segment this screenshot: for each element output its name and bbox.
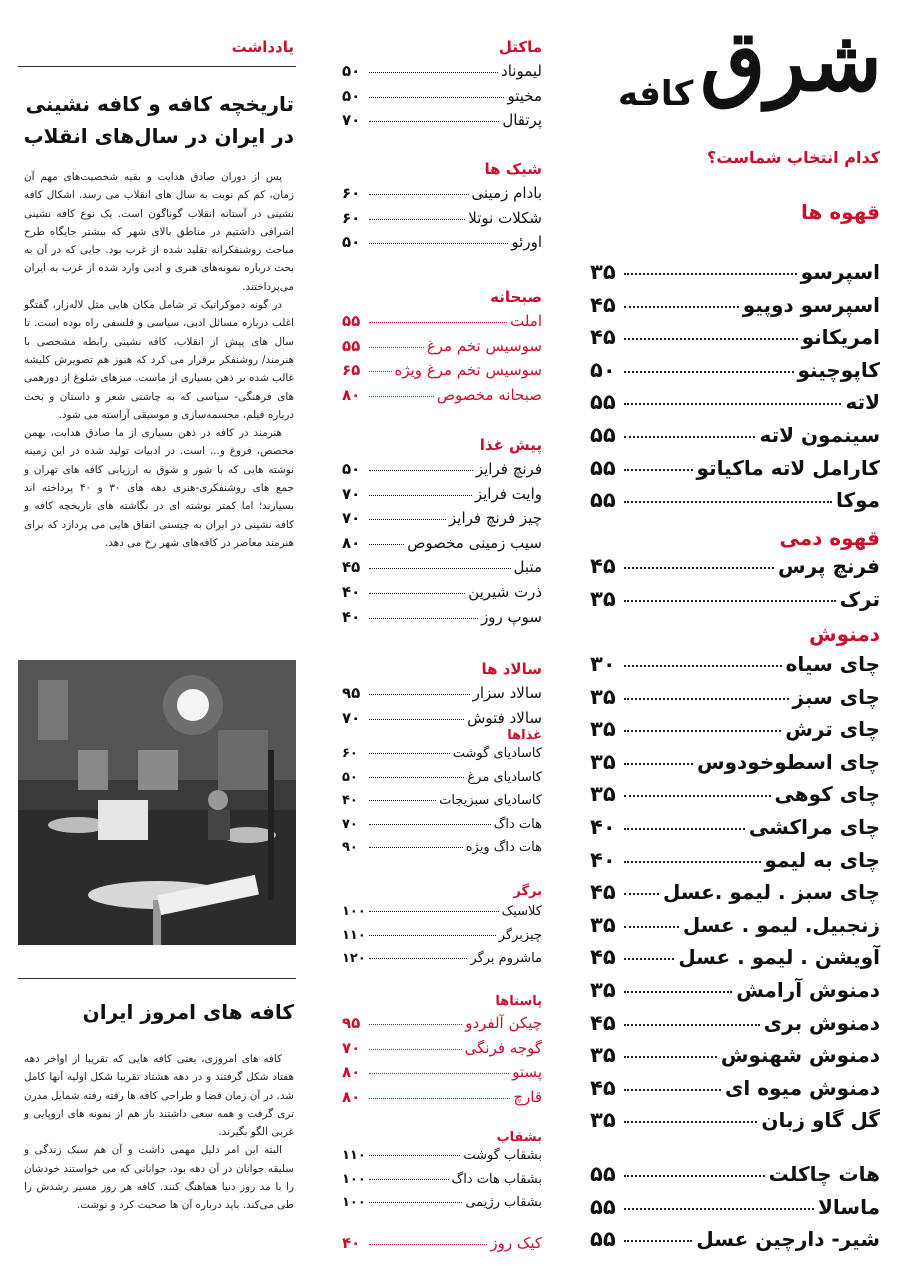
dot-leader [624,371,794,373]
menu-item-price: ۳۵ [590,260,616,284]
pastas-list [342,1014,542,1112]
menu-item [342,209,542,234]
dot-leader [369,618,478,619]
menu-item [590,358,880,391]
menu-item-price: ۵۵ [590,1227,616,1252]
dot-leader [624,698,789,700]
dot-leader [624,403,841,405]
foods-list [342,746,542,864]
section-title-pastas: پاستاها [495,994,542,1009]
menu-item-price: ۶۰ [342,746,358,761]
middle-divider [18,978,296,979]
menu-item [590,913,880,946]
menu-item-name: چای اسطوخودوس [696,749,880,774]
logo-main-text: شرق [700,11,882,110]
dot-leader [624,665,782,667]
menu-item-price: ۵۵ [342,336,361,355]
menu-item [342,1039,542,1064]
dot-leader [369,1024,462,1025]
menu-item-price: ۳۵ [590,782,616,807]
menu-item-price: ۸۰ [342,533,361,552]
starters-list [342,460,542,632]
dot-leader [369,347,424,348]
menu-item [590,456,880,489]
mocktail-list [342,62,542,136]
menu-item-price: ۴۵ [590,1010,616,1035]
menu-item-price: ۵۰ [590,357,616,382]
menu-item-name: کاپوچینو [797,357,880,382]
menu-item-price: ۴۵ [590,880,616,905]
menu-item-price: ۹۰ [342,840,358,856]
dot-leader [624,306,739,308]
cafe-photo [18,660,296,945]
menu-item [342,746,542,770]
menu-item-name: کلاسیک [501,904,542,919]
menu-item [590,1227,880,1260]
menu-item [590,750,880,783]
menu-item [342,608,542,633]
menu-item [590,1076,880,1109]
menu-item-price: ۵۰ [342,233,361,252]
article-paragraph: پس از دوران صادق هدایت و بقیه شخصیت‌های مهم آن زمان، کم کم نوبت به سال های انقلاب می رسد. اشکال کافه نشینی در آستانه انقلاب گوناگون است. یک نوع کافه نشینی اشرافی داشتیم در مناطق بالای شهر که بیشتر جایگاه طرح مباحث روشنفکرانه تقلید شده از غرب بود. جایی که در آن به بحث درباره نمونه‌های هنری و ادبی وارد شده از غرب به ایران می‌پرداختند. [24,171,294,293]
burgers-list [342,904,542,975]
plates-list [342,1148,542,1219]
dot-leader [624,861,761,863]
menu-item-name: شکلات نوتلا [468,208,542,227]
menu-item-price: ۸۰ [342,1087,361,1106]
menu-item [342,485,542,510]
section-title-plates: بشقاب [496,1130,542,1145]
menu-item [342,1148,542,1172]
menu-item-price: ۳۵ [590,749,616,774]
dot-leader [369,396,434,397]
menu-item-price: ۴۵ [590,945,616,970]
menu-item-name: فرنچ فرایز [475,460,542,478]
menu-item-price: ۹۵ [342,684,361,702]
menu-item-price: ۳۵ [590,586,616,611]
menu-item-name: سوپ روز [481,607,542,626]
menu-item [342,951,542,975]
salads-list [342,684,542,733]
section-title-shakes: شیک ها [484,160,542,178]
dot-leader [624,338,798,340]
menu-item-name: بشقاب رژیمی [465,1195,542,1211]
menu-item-price: ۳۵ [590,684,616,709]
dot-leader [624,1056,717,1058]
menu-item [590,1011,880,1044]
menu-item [342,1063,542,1088]
cake-list [342,1234,542,1259]
menu-item-name: چای سبز . لیمو .عسل [662,880,880,905]
dot-leader [624,893,659,895]
dot-leader [369,194,469,195]
menu-item-name: فرنچ پرس [778,554,880,578]
menu-item-price: ۷۰ [342,509,361,528]
section-title-brewed-coffee: قهوه دمی [779,526,880,550]
menu-item [590,423,880,456]
menu-item-name: سالاد سزار [472,684,542,702]
menu-item-name: بشقاب گوشت [463,1148,542,1163]
section-title-foods: غذاها [507,728,542,743]
menu-item [342,904,542,928]
menu-item-price: ۱۰۰ [342,1195,366,1211]
menu-item-price: ۵۵ [590,455,616,480]
menu-item-price: ۵۵ [590,488,616,513]
menu-item [590,717,880,750]
left-column [18,0,298,1280]
menu-item [342,928,542,952]
section-title-starters: پیش غذا [479,436,542,454]
right-column [590,0,890,1280]
dot-leader [624,926,679,928]
menu-item-name: کاسادیای گوشت [452,746,542,761]
menu-item [590,652,880,685]
menu-item-name: سینمون لاته [759,422,880,447]
menu-item-name: لاته [845,390,880,415]
dot-leader [369,544,404,545]
menu-item [590,1043,880,1076]
menu-item-price: ۴۰ [342,607,361,626]
dot-leader [369,470,473,471]
menu-item-name: سالاد فتوش [467,708,542,727]
menu-item [590,945,880,978]
menu-item-price: ۶۰ [342,184,361,202]
menu-item-price: ۹۵ [342,1014,361,1032]
menu-item-name: چای به لیمو [764,847,880,872]
menu-item-name: پرتقال [502,111,542,130]
menu-item [342,87,542,112]
dot-leader [369,958,467,959]
menu-item [590,1162,880,1195]
middle-column [342,0,552,1280]
menu-item [342,509,542,534]
section-title-salads: سالاد ها [481,660,542,678]
menu-item-price: ۳۵ [590,977,616,1002]
menu-item-price: ۳۵ [590,1043,616,1068]
dot-leader [369,694,470,695]
dot-leader [624,273,797,275]
menu-item [590,1108,880,1141]
menu-item-name: چای مراکشی [748,814,880,839]
menu-item-price: ۴۵ [590,325,616,350]
menu-item-price: ۶۵ [342,361,361,380]
article-paragraph: کافه های امروزی، یعنی کافه هایی که تقریبا از اواخر دهه هفتاد شکل گرفتند و در دهه هشتاد تقریبا شکل اولیه آنها کامل شد. در آن زمان فضا و طراحی کافه ها رفته رفته شمایل مدرن تری گرفت و همه سعی داشتند باز هم از نمونه های اروپایی و غربی الگو بگیرند. [24,1053,294,1139]
dot-leader [369,935,496,936]
dot-leader [624,501,832,503]
menu-item-price: ۴۰ [590,847,616,872]
dot-leader [369,824,491,825]
dot-leader [369,495,472,496]
dot-leader [624,600,836,602]
menu-item-price: ۵۰ [342,62,361,80]
menu-item-price: ۵۵ [590,422,616,447]
breakfast-list [342,312,542,410]
menu-item-name: پستو [512,1063,542,1082]
menu-item-price: ۵۰ [342,769,358,785]
menu-item-name: ماشروم برگر [470,951,542,967]
dot-leader [369,719,464,720]
menu-item-name: چیزبرگر [498,927,542,943]
section-title-herbal-tea: دمنوش [809,622,880,646]
menu-item-name: چیز فرنچ فرایز [449,509,542,528]
menu-item-name: چای سبز [792,684,880,709]
menu-item-name: کارامل لاته ماکیاتو [696,455,880,480]
article-body-history [24,168,294,552]
dot-leader [624,763,693,765]
menu-item-name: کیک روز [490,1234,542,1252]
article-paragraph: البته این امر دلیل مهمی داشت و آن هم سبک زندگی و سلیقه جوانان در آن دهه بود. جوانانی که می خواستند خودشان را با مد روز دنیا هماهنگ کنند. کافه هر روز مسیر رشدش را طی می‌کند. باید درباره آن ها صحبت کرد و نوشت. [24,1144,294,1212]
article-headline-today: کافه های امروز ایران [82,1000,294,1024]
menu-item [342,583,542,608]
menu-item [342,1234,542,1259]
menu-item-name: هات داگ [493,816,542,832]
herbal-tea-list [590,652,880,1141]
menu-item-price: ۳۵ [590,717,616,742]
menu-item [342,361,542,386]
menu-item [590,880,880,913]
menu-item-name: صبحانه مخصوص [436,385,542,404]
dot-leader [369,1244,487,1245]
menu-item-price: ۳۰ [590,652,616,676]
top-divider [18,66,296,67]
hot-drinks-list [590,1162,880,1260]
menu-item-price: ۴۰ [342,582,361,601]
menu-item-name: وایت فرایز [474,484,542,503]
dot-leader [369,72,498,73]
dot-leader [369,1202,462,1203]
menu-item [342,770,542,794]
menu-item-name: سوسیس تخم مرغ [426,336,542,355]
menu-item-name: سیب زمینی مخصوص [407,533,542,552]
menu-item [342,460,542,485]
menu-item-name: متبل [513,558,542,577]
menu-item [590,587,880,620]
menu-item [590,554,880,587]
article-headline-history: تاریخچه کافه و کافه نشینی در ایران در سال‌های انقلاب [23,92,294,148]
menu-item [342,1172,542,1196]
dot-leader [369,1073,509,1074]
menu-item-name: اورئو [511,233,542,252]
menu-item-name: دمنوش شهنوش [720,1043,880,1068]
menu-item-name: چای ترش [785,717,880,742]
menu-item-price: ۷۰ [342,1038,361,1057]
menu-item [342,1088,542,1113]
menu-item-name: دمنوش میوه ای [725,1075,880,1100]
section-title-burgers: برگر [513,884,542,899]
menu-item-price: ۵۵ [590,390,616,415]
menu-item [342,386,542,411]
menu-item-name: ترک [839,586,880,611]
menu-item-name: کاسادیای مرغ [467,769,542,785]
dot-leader [624,795,771,797]
coffee-list [590,260,880,521]
menu-item-name: امریکانو [801,325,880,350]
menu-item-name: دمنوش بری [763,1010,880,1035]
dot-leader [369,1049,462,1050]
menu-item [590,1195,880,1228]
menu-item-name: سوسیس تخم مرغ ویژه [394,361,542,380]
dot-leader [369,753,450,754]
menu-item-name: چای کوهی [774,782,880,807]
dot-leader [369,519,446,520]
menu-item [342,793,542,817]
dot-leader [369,800,436,801]
article-kicker: یادداشت [231,38,294,56]
menu-item-price: ۳۵ [590,1108,616,1133]
menu-item-price: ۴۰ [342,1234,361,1252]
shakes-list [342,184,542,258]
menu-item-name: ذرت شیرین [468,582,542,601]
menu-item-name: گوجه فرنگی [464,1038,542,1057]
menu-item-price: ۴۵ [590,292,616,317]
menu-item-price: ۵۵ [342,312,361,330]
dot-leader [624,828,745,830]
dot-leader [624,1121,757,1123]
menu-item [590,325,880,358]
dot-leader [624,567,774,569]
dot-leader [369,1098,510,1099]
article-paragraph: هنرمند در کافه در ذهن بسیاری از ما صادق هدایت، بهمن محصص، فروغ و... است. در ادبیات تولید شده در این زمینه نوشته هایی که با شور و شوق به ارزیابی کافه های تهران و جمع های روشنفکری-هنری دهه های ۳۰ و ۴۰ پرداخته اند بسیارند؛ اما کمتر نوشته ای در نگاشته های تاریخچه کافه و کافه نشینی در ایران به چیستی اتفاق هایی می پردازد که برای هنرمند معاصر در کافه‌های شهر رخ می دهد. [24,427,294,549]
article-body-today [24,1050,294,1215]
menu-item-name: مخیتو [507,86,542,105]
menu-item [342,111,542,136]
menu-item-name: املت [510,312,542,330]
dot-leader [624,958,674,960]
dot-leader [369,97,504,98]
menu-item [590,815,880,848]
menu-item-price: ۸۰ [342,385,361,404]
menu-item-name: ماسالا [818,1194,880,1219]
menu-item-name: شیر- دارچین عسل [696,1227,880,1252]
dot-leader [624,1240,692,1242]
section-title-breakfast: صبحانه [490,288,542,306]
menu-item-price: ۴۵ [590,554,616,578]
menu-item-price: ۳۵ [590,912,616,937]
menu-item-name: لیموناد [501,62,542,80]
menu-item [590,848,880,881]
menu-item-name: هات داگ ویژه [465,840,542,856]
dot-leader [369,322,507,323]
brewed-coffee-list [590,554,880,619]
tagline: کدام انتخاب شماست؟ [707,148,880,167]
menu-item-price: ۵۵ [590,1162,616,1186]
menu-item-name: موکا [835,488,880,513]
menu-item [342,1014,542,1039]
dot-leader [369,847,463,848]
menu-item [342,62,542,87]
menu-item-price: ۴۵ [342,558,361,577]
menu-item [590,782,880,815]
menu-item-name: هات چاکلت [768,1162,880,1186]
menu-item-price: ۱۲۰ [342,951,366,967]
menu-item-price: ۷۰ [342,484,361,503]
menu-item-price: ۵۰ [342,460,361,478]
menu-item-price: ۱۰۰ [342,904,366,919]
menu-item [590,978,880,1011]
menu-item-name: دمنوش آرامش [736,977,880,1002]
menu-item-name: گل گاو زبان [761,1108,880,1133]
dot-leader [369,219,465,220]
dot-leader [624,1024,760,1026]
menu-item-price: ۷۰ [342,708,361,727]
menu-item [342,184,542,209]
menu-item-name: زنجبیل. لیمو . عسل [682,912,880,937]
dot-leader [369,593,465,594]
menu-item [342,233,542,258]
menu-item [342,337,542,362]
dot-leader [369,243,508,244]
menu-item [342,1195,542,1219]
dot-leader [624,991,732,993]
dot-leader [624,436,755,438]
menu-item [342,840,542,864]
menu-item-name: بشقاب هات داگ [451,1171,542,1187]
menu-item [590,685,880,718]
menu-item [590,293,880,326]
section-title-mocktail: ماکتل [498,38,542,56]
menu-item-price: ۷۰ [342,816,358,832]
menu-item-name: اسپرسو [800,260,880,284]
cafe-shargh-logo [612,11,882,134]
dot-leader [369,1155,460,1156]
menu-item [342,312,542,337]
dot-leader [624,469,693,471]
menu-item-name: کاسادیای سبزیجات [439,793,542,809]
menu-item-name: چای سیاه [785,652,880,676]
menu-item-price: ۴۵ [590,1075,616,1100]
menu-item-price: ۱۱۰ [342,927,366,943]
menu-item [342,558,542,583]
section-title-coffee: قهوه ها [801,200,880,224]
menu-item-price: ۵۵ [590,1194,616,1219]
logo-prefix-text: کافه [618,74,694,114]
menu-item [590,390,880,423]
menu-item-name: آویشن . لیمو . عسل [678,945,880,970]
article-paragraph: در گونه دموکراتیک تر شامل مکان هایی مثل لاله‌زار، گفتگو اغلب درباره مسائل ادبی، سیاسی و فلسفی راه بوده است. تا سال های پیش از انقلاب، کافه نشینی رابطه مشخصی با هنرمند/ روشنفکر برقرار می کرد که هنوز هم تصویرش کلیشه غالب شده بر ذهن بسیاری از ماست. میزهای شلوغ از دورهمی های فرهنگی- سیاسی که به چاشنی شعر و داستان و بحث درباره فیلم، مجسمه‌سازی و موسیقی آراسته می شود. [24,299,294,421]
menu-item-name: قارچ [513,1087,542,1106]
menu-item [590,260,880,293]
menu-item [342,534,542,559]
menu-item [342,817,542,841]
dot-leader [369,121,499,122]
menu-item-price: ۱۱۰ [342,1148,366,1163]
menu-item-name: چیکن آلفردو [465,1014,542,1032]
dot-leader [369,568,511,569]
menu-item-price: ۷۰ [342,111,361,130]
dot-leader [624,1089,721,1091]
dot-leader [369,1179,449,1180]
menu-item-price: ۵۰ [342,86,361,105]
menu-item-price: ۴۰ [342,793,358,809]
dot-leader [369,777,464,778]
dot-leader [624,1208,814,1210]
dot-leader [624,1175,765,1177]
menu-item-price: ۸۰ [342,1063,361,1082]
menu-item-price: ۴۰ [590,814,616,839]
menu-item-price: ۱۰۰ [342,1171,366,1187]
menu-item-name: اسپرسو دوپیو [742,292,880,317]
menu-item-price: ۶۰ [342,208,361,227]
dot-leader [369,911,499,912]
menu-item [342,684,542,709]
menu-item [590,488,880,521]
menu-item-name: بادام زمینی [471,184,542,202]
dot-leader [369,371,392,372]
dot-leader [624,730,781,732]
